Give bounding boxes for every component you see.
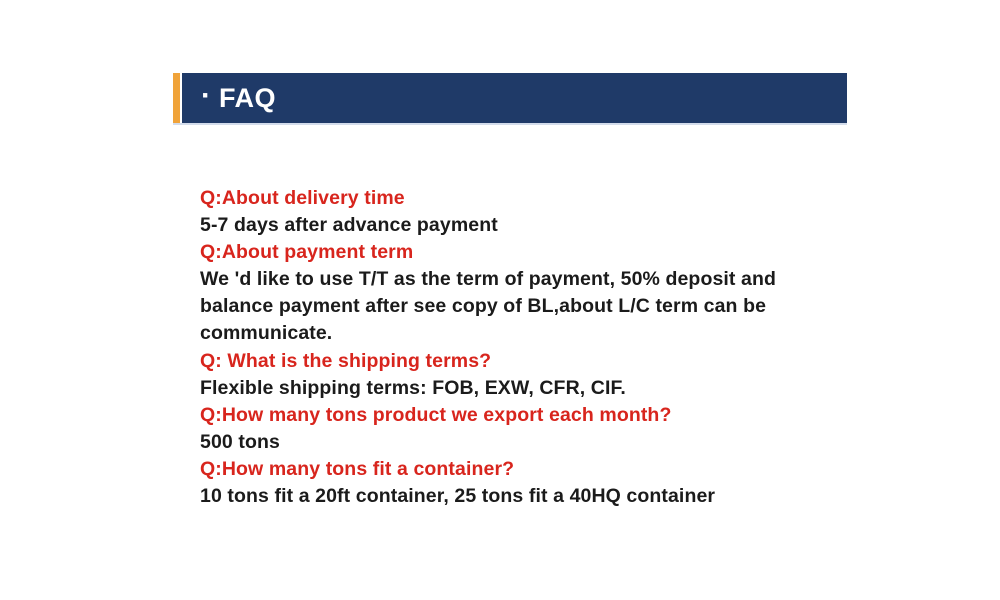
faq-answer-line: 500 tons — [200, 430, 280, 453]
faq-text-block — [200, 185, 860, 510]
faq-answer-line: We 'd like to use T/T as the term of payment, 50% deposit and — [200, 268, 776, 291]
faq-question-line: Q:About payment term — [200, 241, 414, 264]
bullet-icon: · — [201, 79, 211, 112]
faq-answer-line: communicate. — [200, 322, 333, 345]
faq-answer-line: 10 tons fit a 20ft container, 25 tons fit a 40HQ container — [200, 485, 716, 508]
faq-question-line: Q:How many tons product we export each month? — [200, 403, 672, 426]
faq-answer-line: 5-7 days after advance payment — [200, 214, 498, 237]
faq-question-line: Q:How many tons fit a container? — [200, 457, 515, 480]
header-title-bar — [182, 73, 847, 123]
section-header — [173, 73, 847, 123]
header-accent-bar — [173, 73, 180, 123]
section-title: FAQ — [219, 82, 277, 113]
faq-answer-line: balance payment after see copy of BL,about L/C term can be — [200, 295, 767, 318]
faq-question-line: Q:About delivery time — [200, 187, 405, 209]
faq-question-line: Q: What is the shipping terms? — [200, 349, 492, 372]
faq-answer-line: Flexible shipping terms: FOB, EXW, CFR, CIF. — [200, 376, 626, 399]
